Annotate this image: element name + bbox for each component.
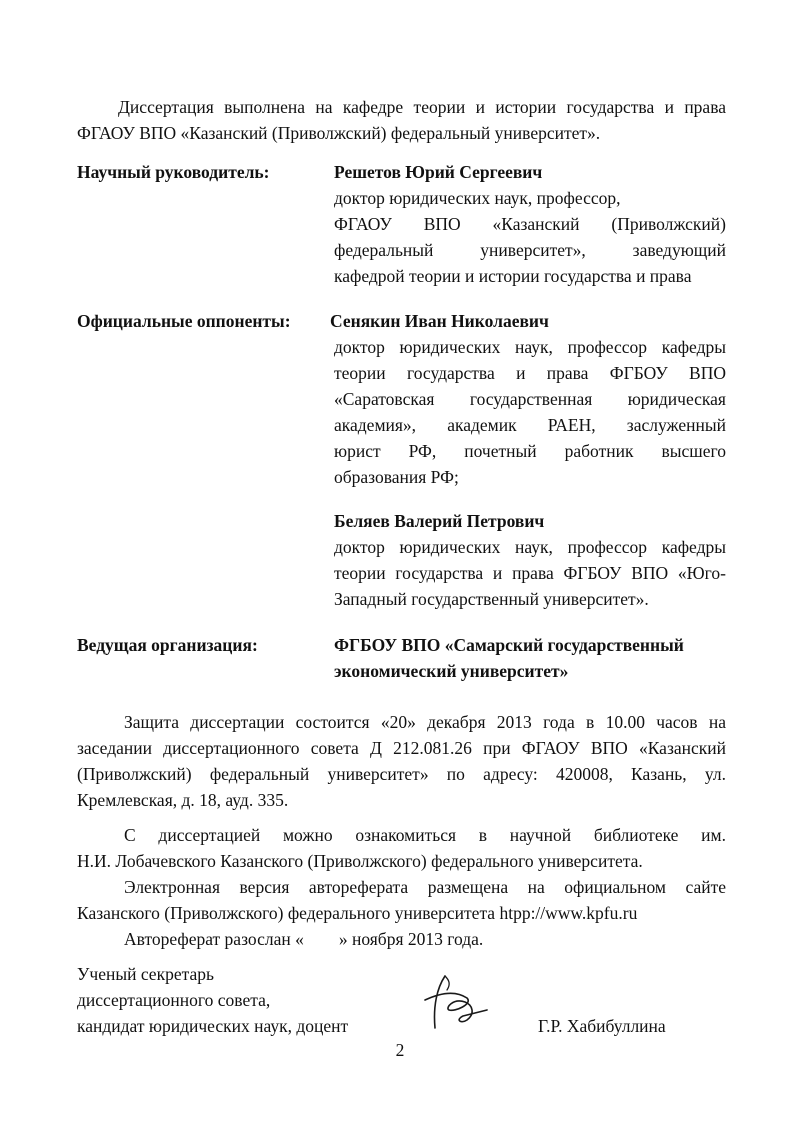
- supervisor-line-1: доктор юридических наук, профессор,: [334, 188, 621, 208]
- electronic-line-1: Электронная версия автореферата размещена на официальном сайте: [124, 877, 726, 897]
- secretary-line-2: диссертационного совета,: [77, 990, 271, 1010]
- opponent-1-line-2: теории государства и права ФГБОУ ВПО: [334, 363, 726, 383]
- supervisor-label: Научный руководитель:: [77, 162, 270, 182]
- signature-graphic: [415, 968, 495, 1038]
- opponent-2-name: Беляев Валерий Петрович: [334, 511, 545, 531]
- defense-line-1: Защита диссертации состоится «20» декабря 2013 года в 10.00 часов на: [124, 712, 726, 732]
- leading-org-line-2: экономический университет»: [334, 661, 569, 681]
- opponent-1-block: [330, 308, 726, 490]
- library-line-2: Н.И. Лобачевского Казанского (Приволжского) федерального университета.: [77, 851, 643, 871]
- defense-line-2: заседании диссертационного совета Д 212.081.26 при ФГАОУ ВПО «Казанский: [77, 738, 726, 758]
- opponent-1-line-6: образования РФ;: [334, 467, 459, 487]
- opponent-1-name: Сенякин Иван Николаевич: [330, 311, 549, 331]
- opponent-1-line-4: академия», академик РАЕН, заслуженный: [334, 415, 726, 435]
- opponent-2-line-1: доктор юридических наук, профессор кафедры: [334, 537, 726, 557]
- opponent-1-line-5: юрист РФ, почетный работник высшего: [334, 441, 726, 461]
- opponent-1-line-3: «Саратовская государственная юридическая: [334, 389, 726, 409]
- opponent-1-line-1: доктор юридических наук, профессор кафедры: [334, 337, 726, 357]
- secretary-line-1: Ученый секретарь: [77, 964, 214, 984]
- supervisor-name: Решетов Юрий Сергеевич: [334, 162, 543, 182]
- electronic-line-2: Казанского (Приволжского) федерального университета htpp://www.kpfu.ru: [77, 903, 638, 923]
- defense-line-4: Кремлевская, д. 18, ауд. 335.: [77, 790, 289, 810]
- supervisor-line-3: федеральный университет», заведующий: [334, 240, 726, 260]
- opponent-2-block: [334, 508, 726, 612]
- secretary-name: Г.Р. Хабибуллина: [538, 1016, 666, 1036]
- intro-line-2: ФГАОУ ВПО «Казанский (Приволжский) федеральный университет».: [77, 123, 601, 143]
- opponent-2-line-2: теории государства и права ФГБОУ ВПО «Юго-: [334, 563, 726, 583]
- leading-org-line-1: ФГБОУ ВПО «Самарский государственный: [334, 635, 684, 655]
- page-number: 2: [395, 1040, 405, 1060]
- supervisor-line-2: ФГАОУ ВПО «Казанский (Приволжский): [334, 214, 726, 234]
- supervisor-block: [334, 159, 726, 289]
- intro-line-1: Диссертация выполнена на кафедре теории и истории государства и права: [118, 97, 726, 117]
- leading-org-block: [334, 632, 726, 684]
- opponent-2-line-3: Западный государственный университет».: [334, 589, 649, 609]
- sent-date-line: Автореферат разослан « » ноября 2013 года.: [124, 929, 484, 949]
- defense-line-3: (Приволжский) федеральный университет» по адресу: 420008, Казань, ул.: [77, 764, 726, 784]
- library-line-1: С диссертацией можно ознакомиться в научной библиотеке им.: [124, 825, 726, 845]
- leading-org-label: Ведущая организация:: [77, 635, 258, 655]
- secretary-line-3: кандидат юридических наук, доцент: [77, 1016, 349, 1036]
- supervisor-line-4: кафедрой теории и истории государства и права: [334, 266, 692, 286]
- opponents-label: Официальные оппоненты:: [77, 311, 291, 331]
